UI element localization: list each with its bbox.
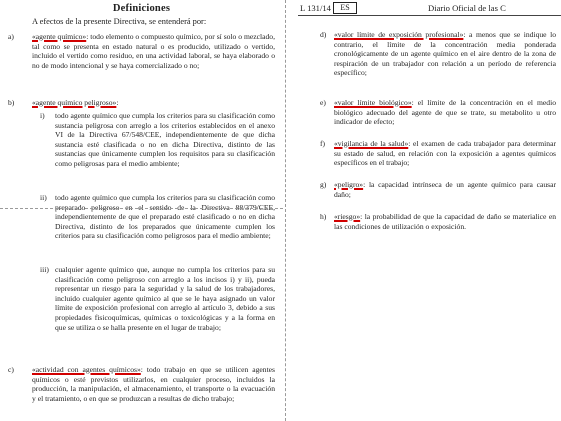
term-valor-limite-biologico: «valor límite biológico» (334, 98, 412, 107)
term-actividad-agentes-quimicos: «actividad con agentes químicos» (32, 365, 141, 374)
term-agente-quimico: «agente químico» (32, 32, 87, 41)
item-e-label: e) (320, 98, 326, 107)
term-peligro: «peligro» (334, 180, 364, 189)
definition-vigilancia-salud (334, 139, 556, 168)
definition-g-text: : la capacidad intrínseca de un agente químico para causar daño; (334, 180, 556, 199)
definition-b-text: : (116, 98, 119, 107)
item-f-label: f) (320, 139, 326, 148)
section-title: Definiciones (112, 3, 171, 14)
definition-c-text: : todo trabajo en que se utilicen agentes químicos o esté previstos utilizarlos, en cualquier proceso, incluidos la producción, la manipulación, el almacenamiento, el transporte o la evacuación y el tratamiento, o en que se produzcan a resultas de dicho trabajo; (32, 365, 275, 403)
definition-peligro (334, 180, 556, 199)
item-c-label: c) (8, 365, 14, 374)
item-d-label: d) (320, 30, 327, 39)
definition-riesgo (334, 212, 556, 231)
subitem-ii-text: todo agente químico que cumpla los criterios para su clasificación como preparado peligroso en el sentido de la Directiva 88/379/CEE, independientemente de que el preparado esté clasificado o no en dicha Directiva, distinto de los preparados que únicamente cumplen los criterios para su clasificación como peligrosos para el medio ambiente; (55, 193, 275, 241)
subitem-i-label: i) (40, 111, 45, 120)
definition-d-text: : a menos que se indique lo contrario, el límite de la concentración media ponderada cronológicamente de un agente químico en el aire dentro de la zona de respiración de un trabajador con relación a un período de referencia específico; (334, 30, 556, 78)
definition-valor-limite-biologico (334, 98, 556, 127)
term-vigilancia-salud: «vigilancia de la salud» (334, 139, 409, 148)
subitem-iii-label: iii) (40, 265, 49, 274)
definition-agente-quimico (32, 32, 275, 70)
vertical-page-divider (285, 0, 286, 421)
term-agente-quimico-peligroso: «agente químico peligroso» (32, 98, 117, 107)
language-code-box: ES (333, 2, 357, 14)
journal-title: Diario Oficial de las C (428, 3, 506, 13)
definition-h-text: : la probabilidad de que la capacidad de daño se materialice en las condiciones de utilización o exposición. (334, 212, 556, 231)
header-rule (298, 15, 561, 16)
page-number: L 131/14 (300, 3, 331, 13)
term-riesgo: «riesgo» (334, 212, 361, 221)
subitem-iii-text: cualquier agente químico que, aunque no cumpla los criterios para su clasificación como peligroso con arreglo a los incisos i) y ii), pueda representar un riesgo para la seguridad y la salud de los trabajadores, incluido cualquier agente químico al que se le haya asignado un valor límite de exposición profesional con arreglo al artículo 3, debido a sus propiedades fisicoquímicas, químicas o toxicológicas y a la forma en que se utiliza o se halla presente en el lugar de trabajo; (55, 265, 275, 332)
definition-e-text: : el límite de la concentración en el medio biológico adecuado del agente de que se trate, su metabolito u otro indicador de efecto; (334, 98, 556, 127)
definition-valor-limite-exposicion (334, 30, 556, 78)
subitem-ii-label: ii) (40, 193, 47, 202)
subitem-i-text: todo agente químico que cumpla los criterios para su clasificación como sustancia peligrosa con arreglo a los criterios establecidos en el anexo VI de la Directiva 67/548/CEE, independientemente de que dicha sustancia esté clasificada o no en dicha Directiva, distinto de las sustancias que únicamente cumplen los requisitos para su clasificación como peligrosas para el medio ambiente; (55, 111, 275, 168)
definition-f-text: : el examen de cada trabajador para determinar su estado de salud, en relación con la exposición a agentes químicos específicos en el trabajo; (334, 139, 556, 168)
definition-agente-quimico-peligroso (32, 98, 275, 108)
horizontal-divider-left (0, 208, 283, 209)
item-a-label: a) (8, 32, 14, 41)
item-h-label: h) (320, 212, 327, 221)
item-b-label: b) (8, 98, 15, 107)
definition-a-text: : todo elemento o compuesto químico, por sí solo o mezclado, tal como se presenta en estado natural o es producido, utilizado o vertido, incluido el vertido como residuo, en una actividad laboral, se haya elaborado o no de modo intencional y se haya comercializado o no; (32, 32, 275, 70)
intro-text: A efectos de la presente Directiva, se entenderá por: (32, 17, 207, 26)
right-page (288, 0, 561, 421)
definition-actividad-agentes-quimicos (32, 365, 275, 403)
term-valor-limite-exposicion: «valor límite de exposición profesional» (334, 30, 464, 39)
item-g-label: g) (320, 180, 327, 189)
